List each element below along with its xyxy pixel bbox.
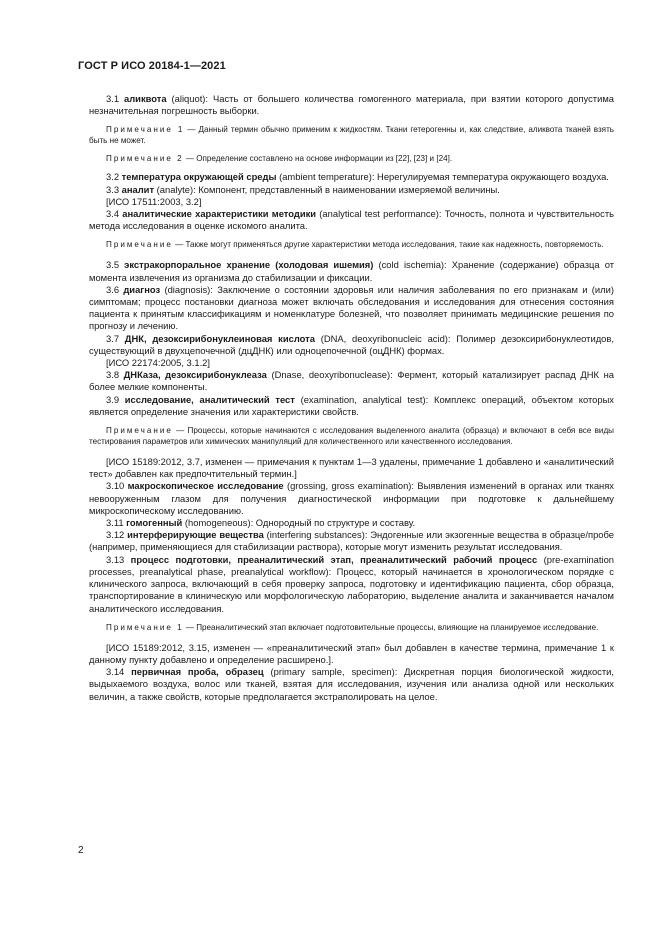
note-label: Примечание: [106, 240, 173, 250]
term: макроскопическое исследование: [127, 480, 284, 492]
term: первичная проба, образец: [131, 666, 264, 678]
entry-number: 3.11: [106, 517, 127, 529]
term: исследование, аналитический тест: [124, 393, 295, 405]
term-entry: [89, 394, 614, 418]
entry-number: 3.9: [106, 393, 125, 405]
source-reference: [ИСО 22174:2005, 3.1.2]: [106, 357, 210, 369]
term-entry: [89, 284, 614, 333]
term: аналит: [121, 183, 155, 195]
note-label: Примечание 1: [106, 622, 184, 632]
page-number: 2: [78, 845, 84, 856]
note-text: — Определение составлено на основе информации из [22], [23] и [24].: [183, 154, 453, 164]
term: интерферирующие вещества: [127, 529, 264, 541]
modification-note: [ИСО 15189:2012, 3.7, изменен — примечания к пунктам 1—3 удалены, примечание 1 добавлено и «аналитический тест» добавлен как предпочтительный термин.]: [89, 456, 614, 480]
definition: (homogeneous): Однородный по структуре и составу.: [182, 517, 416, 529]
term-entry: [89, 480, 614, 517]
definition: (pre-examination processes, preanalytical phase, preanalytical workflow): Процесс, который начинается в хронологическом порядке с клинического запроса, включающий в себя проверку запроса, подготовку и идентификацию пациента, сбор образца, транспортирование в клиническую или морфологическую лабораторию, выделение аналита и заканчивается началом аналитического исследования.: [89, 553, 615, 614]
note-text: — Процессы, которые начинаются с исследования выделенного аналита (образца) и включают в себя все виды тестирования параметров или химических манипуляций для количественного или качественного исследования.: [89, 426, 614, 447]
definition: (examination, analytical test): Комплекс операций, объектом которых является определение значения или характеристики свойств.: [89, 393, 614, 417]
term-entry: [89, 517, 614, 529]
definition: (analytical test performance): Точность, полнота и чувствительность метода исследования в оценке искомого аналита.: [89, 208, 614, 232]
definition: (diagnosis): Заключение о состоянии здоровья или наличия заболевания по его признакам и (или) симптомам; процесс постановки диагноза может включать обследования и исследования для отнесения состояния пациента к принятым классификациям и номенклатуре болезней, что позволяет принимать медицинские решения по прогнозу и лечению.: [89, 283, 614, 332]
entry-number: 3.13: [106, 553, 131, 565]
note: [89, 622, 614, 633]
entry-number: 3.3: [106, 183, 122, 195]
entry-number: 3.7: [106, 332, 125, 344]
note: [89, 425, 614, 447]
note-label: Примечание 2: [106, 154, 184, 164]
entry-number: 3.6: [106, 283, 124, 295]
note: [89, 153, 614, 164]
page-header: ГОСТ Р ИСО 20184-1—2021: [78, 60, 226, 72]
term: процесс подготовки, преаналитический этап, преаналитический рабочий процесс: [130, 553, 538, 565]
entry-number: 3.10: [106, 480, 128, 492]
term-entry: [89, 666, 614, 703]
term-entry: [89, 554, 614, 615]
modification-note: [ИСО 15189:2012, 3.15, изменен — «преаналитический этап» был добавлен в качестве термина, примечание 1 к данному пункту добавлено и определение расширено.].: [89, 641, 614, 665]
definition: (analyte): Компонент, представленный в наименовании измеряемой величины.: [154, 183, 500, 195]
term: ДНК, дезоксирибонуклеиновая кислота: [124, 332, 315, 344]
entry-number: 3.1: [106, 93, 125, 104]
term: гомогенный: [126, 517, 183, 529]
term-entry: [89, 259, 614, 283]
entry-number: 3.8: [106, 369, 124, 381]
source-reference: [ИСО 17511:2003, 3.2]: [106, 195, 202, 207]
definition: (cold ischemia): Хранение (содержание) образца от момента извлечения из организма до стабилизации и фиксации.: [89, 259, 615, 283]
term: аналитические характеристики методики: [122, 208, 317, 220]
term: температура окружающей среды: [121, 171, 277, 183]
term-entry: [89, 208, 614, 232]
definition: (Dnase, deoxyribonuclease): Фермент, который катализирует распад ДНК на более мелкие компоненты.: [89, 369, 614, 393]
note-text: — Преаналитический этап включает подготовительные процессы, влияющие на планируемое исследование.: [183, 622, 599, 632]
entry-number: 3.12: [106, 529, 128, 541]
term-entry: [89, 93, 614, 117]
note-label: Примечание 1: [106, 125, 185, 135]
term: аликвота: [124, 93, 167, 104]
term-entry: [89, 184, 614, 196]
definition: (ambient temperature): Нерегулируемая температура окружающего воздуха.: [276, 171, 609, 183]
term-entry: [89, 369, 614, 393]
entry-number: 3.2: [106, 171, 122, 183]
entry-number: 3.5: [106, 259, 125, 271]
note-text: — Также могут применяться другие характеристики метода исследования, такие как надежность, повторяемость.: [172, 240, 604, 250]
note: [89, 239, 614, 250]
term: экстракорпоральное хранение (холодовая ишемия): [124, 259, 374, 271]
term: ДНКаза, дезоксирибонуклеаза: [123, 369, 267, 381]
term-entry: [89, 171, 614, 183]
note-label: Примечание: [106, 426, 173, 436]
note-text: — Данный термин обычно применим к жидкостям. Ткани гетерогенны и, как следствие, аликвота тканей взять быть не может.: [89, 125, 614, 146]
entry-number: 3.4: [106, 208, 123, 220]
definition: (primary sample, specimen): Дискретная порция биологической жидкости, выдыхаемого воздуха, волос или тканей, взятая для исследования, изучения или анализа одной или нескольких величин, а также свойств, которые предполагается экстраполировать на целое.: [89, 666, 614, 702]
term: диагноз: [123, 283, 161, 295]
document-body: [89, 93, 614, 703]
note: [89, 124, 614, 146]
entry-number: 3.14: [106, 666, 132, 678]
definition: (DNA, deoxyribonucleic acid): Полимер дезоксирибонуклеотидов, существующий в двухцепочечной (дцДНК) или одноцепочечной (оцДНК) формах.: [89, 332, 614, 356]
term-entry: [89, 333, 614, 357]
definition: (aliquot): Часть от большего количества гомогенного материала, при взятии которого допустима незначительная погрешность выборки.: [89, 93, 614, 117]
definition: (grossing, gross examination): Выявления изменений в органах или тканях невооруженным глазом для получения диагностической информации при подготовке к дальнейшему микроскопическому исследованию.: [89, 480, 614, 516]
definition: (interfering substances): Эндогенные или экзогенные вещества в образце/пробе (например, применяющиеся для стабилизации раствора), которые могут изменить результат исследования.: [89, 529, 614, 553]
term-entry: [89, 529, 614, 553]
